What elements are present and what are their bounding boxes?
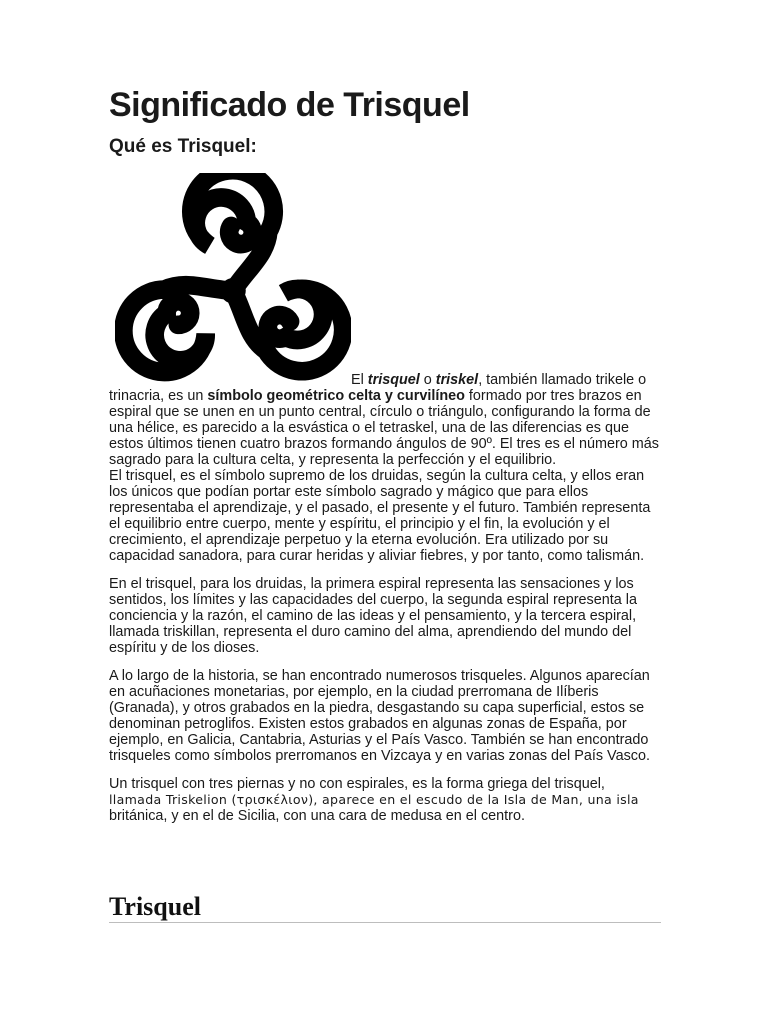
p5-text-a: Un trisquel con tres piernas y no con espirales, es la forma griega del trisquel, [109,776,605,792]
section-divider [109,922,661,923]
paragraph-3: En el trisquel, para los druidas, la primera espiral representa las sensaciones y los sentidos, los límites y las capacidades del cuerpo, la segunda espiral representa la conciencia y la razón, el camino de las ideas y el pensamiento, y la tercera espiral, llamada triskillan, representa el duro camino del alma, aprendiendo del mundo del espíritu y de los dioses. [109,576,637,656]
p1-bold-phrase: símbolo geométrico celta y curvilíneo [207,388,465,404]
p5-text-b: llamada Triskelion (τρισκέλιον), aparece en el escudo de la Isla de Man, una isla [109,792,639,807]
paragraph-5 [109,776,661,824]
p5-text-c: británica, y en el de Sicilia, con una cara de medusa en el centro. [109,808,525,824]
p1-text-b: o [419,372,436,388]
page-title: Significado de Trisquel [109,86,470,124]
article-body [109,372,661,824]
triskelion-spiral-icon [115,173,351,383]
section-heading: Trisquel [109,892,201,921]
paragraph-4: A lo largo de la historia, se han encontrado numerosos trisqueles. Algunos aparecían en acuñaciones monetarias, por ejemplo, en la ciudad prerromana de Ilíberis (Granada), y otros grabados en la piedra, desgastando su capa superficial, estos se denominan petroglifos. Existen estos grabados en algunas zonas de España, por ejemplo, en Galicia, Cantabria, Asturias y el País Vasco. También se han encontrado trisqueles como símbolos prerromanos en Vizcaya y en varias zonas del País Vasco. [109,668,650,764]
paragraph-1 [109,372,661,468]
p1-text-c: , también llamado trikele o trinacria, es un [109,372,647,404]
p1-term-triskel: triskel [435,372,479,388]
p1-text-d: formado por tres brazos en espiral que se unen en un punto central, círculo o triángulo, configurando la forma de una hélice, es parecido a la esvástica o el tetraskel, una de las diferencias es que estos últimos tienen cuatro brazos formando ángulos de 90º. El tres es el número más sagrado para la cultura celta, y representa la perfección y el equilibrio. [109,388,659,468]
page-subtitle: Qué es Trisquel: [109,136,257,157]
p1-term-trisquel: trisquel [367,372,420,388]
p1-text-a: El [351,372,368,388]
paragraph-2: El trisquel, es el símbolo supremo de los druidas, según la cultura celta, y ellos eran los únicos que podían portar este símbolo sagrado y mágico que para ellos representaba el aprendizaje, y el pasado, el presente y el futuro. También representa el equilibrio entre cuerpo, mente y espíritu, el principio y el fin, la evolución y el crecimiento, el aprendizaje perpetuo y la eterna evolución. Era utilizado por su capacidad sanadora, para curar heridas y aliviar fiebres, y por tanto, como talismán. [109,468,651,564]
paragraph-1-lead [109,372,478,388]
